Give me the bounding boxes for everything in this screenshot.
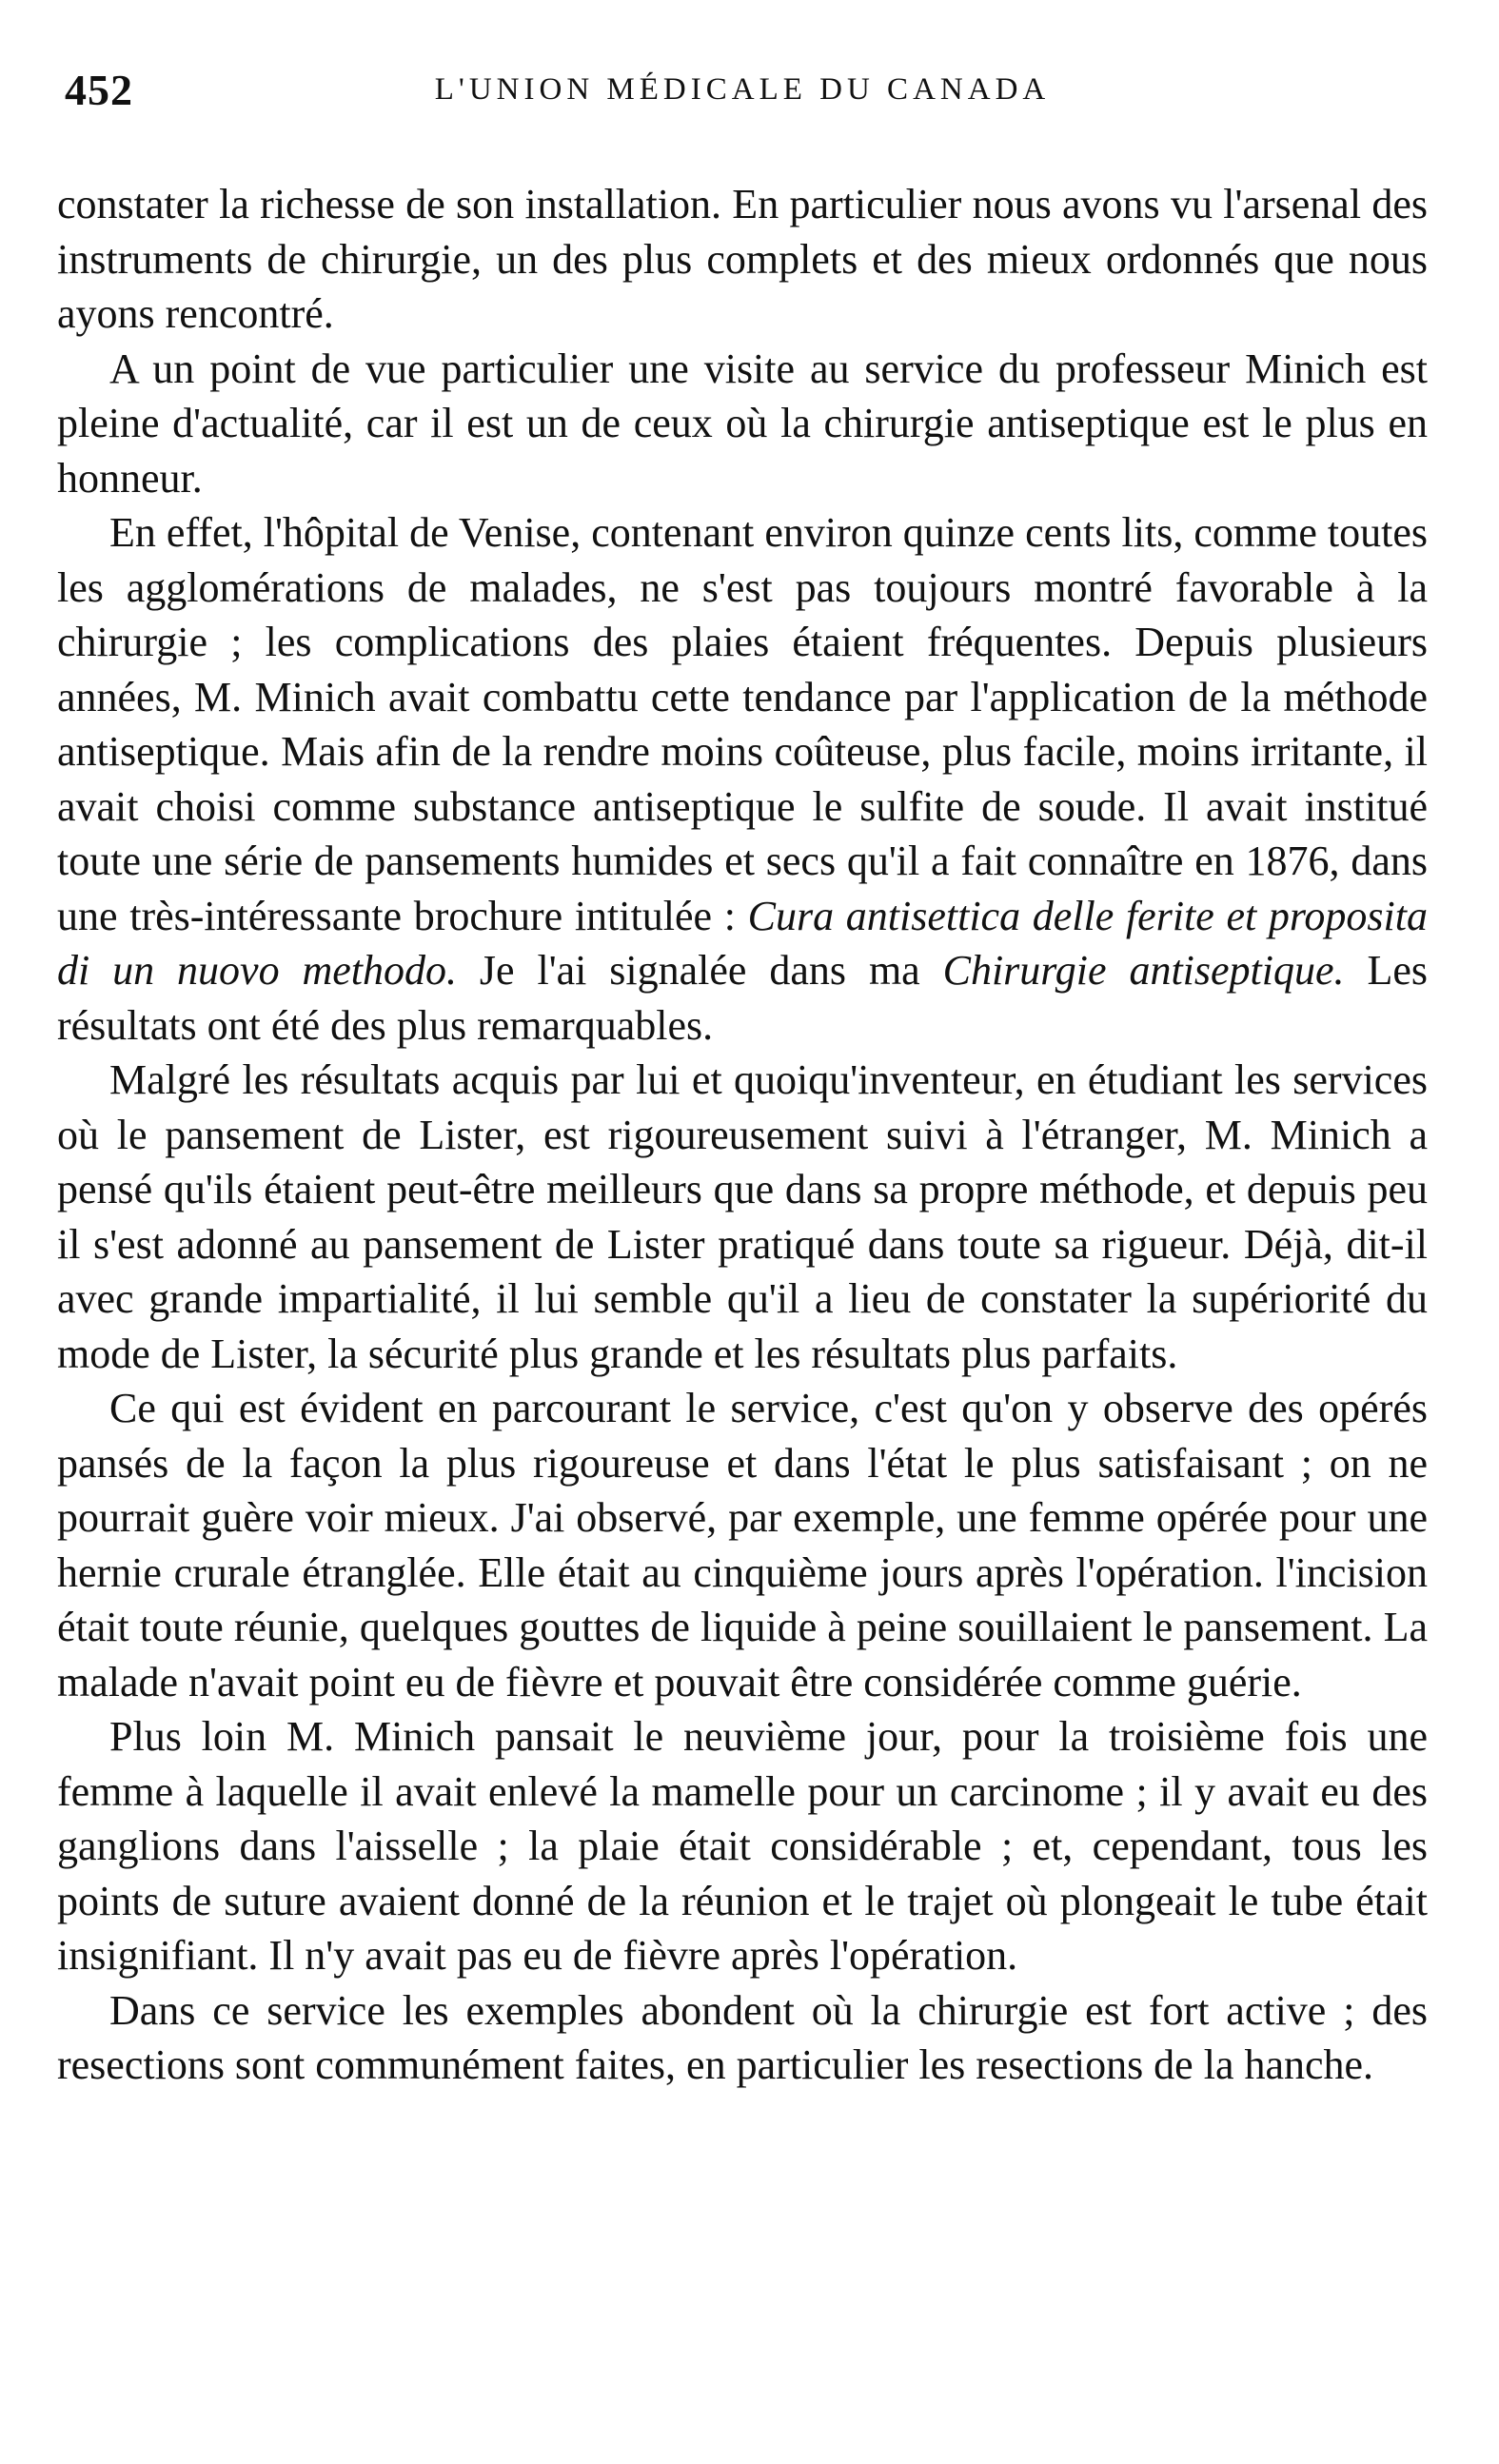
journal-page bbox=[57, 48, 1428, 2427]
brochure-title: Cura antisettica delle ferite et proposita di un nuovo methodo. bbox=[57, 892, 1428, 994]
paragraph-installation: constater la richesse de son installation. En particulier nous avons vu l'arsenal des instruments de chirurgie, un des plus complets et des mieux ordonnés que nous ayons rencontré. bbox=[57, 181, 1428, 337]
journal-title: L'UNION MÉDICALE DU CANADA bbox=[434, 72, 1051, 107]
paragraph-resections: Dans ce service les exemples abondent où la chirurgie est fort active ; des resections sont communément faites, en particulier les resections de la hanche. bbox=[57, 1986, 1428, 2088]
paragraph-carcinome: Plus loin M. Minich pansait le neuvième jour, pour la troisième fois une femme à laquelle il avait enlevé la mamelle pour un carcinome ; il y avait eu des ganglions dans l'aisselle ; la plaie était considérable ; et, cependant, tous les points de suture avaient donné de la réunion et le trajet où plongeait le tube était insignifiant. Il n'y avait pas eu de fièvre après l'opération. bbox=[57, 1713, 1428, 1979]
book-title: Chirurgie antiseptique. bbox=[942, 947, 1345, 994]
paragraph-professeur-minich: A un point de vue particulier une visite au service du professeur Minich est pleine d'actualité, car il est un de ceux où la chirurgie antiseptique est le plus en honneur. bbox=[57, 345, 1428, 502]
page-number: 452 bbox=[65, 66, 133, 114]
paragraph-hopital-venise bbox=[57, 505, 1428, 1053]
article-body bbox=[57, 177, 1428, 2093]
paragraph-text: Je l'ai signalée dans ma bbox=[457, 947, 943, 994]
paragraph-text: En effet, l'hôpital de Venise, contenant environ quinze cents lits, comme toutes les agglomérations de malades, ne s'est pas toujours montré favorable à la chirurgie ; les complications des plaies étaient fréquentes. Depuis plusieurs années, M. Minich avait combattu cette tendance par l'application de la méthode antiseptique. Mais afin de la rendre moins coûteuse, plus facile, moins irritante, il avait choisi comme substance antiseptique le sulfite de soude. Il avait institué toute une série de pansements humides et secs qu'il a fait connaître en 1876, dans une très-intéressante brochure intitulée : bbox=[57, 509, 1428, 939]
paragraph-pansement-lister: Malgré les résultats acquis par lui et quoiqu'inventeur, en étudiant les services où le pansement de Lister, est rigoureusement suivi à l'étranger, M. Minich a pensé qu'ils étaient peut-être meilleurs que dans sa propre méthode, et depuis peu il s'est adonné au pansement de Lister pratiqué dans toute sa rigueur. Déjà, dit-il avec grande impartialité, il lui semble qu'il a lieu de constater la supériorité du mode de Lister, la sécurité plus grande et les résultats plus parfaits. bbox=[57, 1056, 1428, 1377]
running-head bbox=[57, 48, 1428, 124]
paragraph-text: Les résultats ont été des plus remarquables. bbox=[57, 947, 1428, 1049]
paragraph-service-observations: Ce qui est évident en parcourant le service, c'est qu'on y observe des opérés pansés de la façon la plus rigoureuse et dans l'état le plus satisfaisant ; on ne pourrait guère voir mieux. J'ai observé, par exemple, une femme opérée pour une hernie crurale étranglée. Elle était au cinquième jours après l'opération. l'incision était toute réunie, quelques gouttes de liquide à peine souillaient le pansement. La malade n'avait point eu de fièvre et pouvait être considérée comme guérie. bbox=[57, 1385, 1428, 1705]
